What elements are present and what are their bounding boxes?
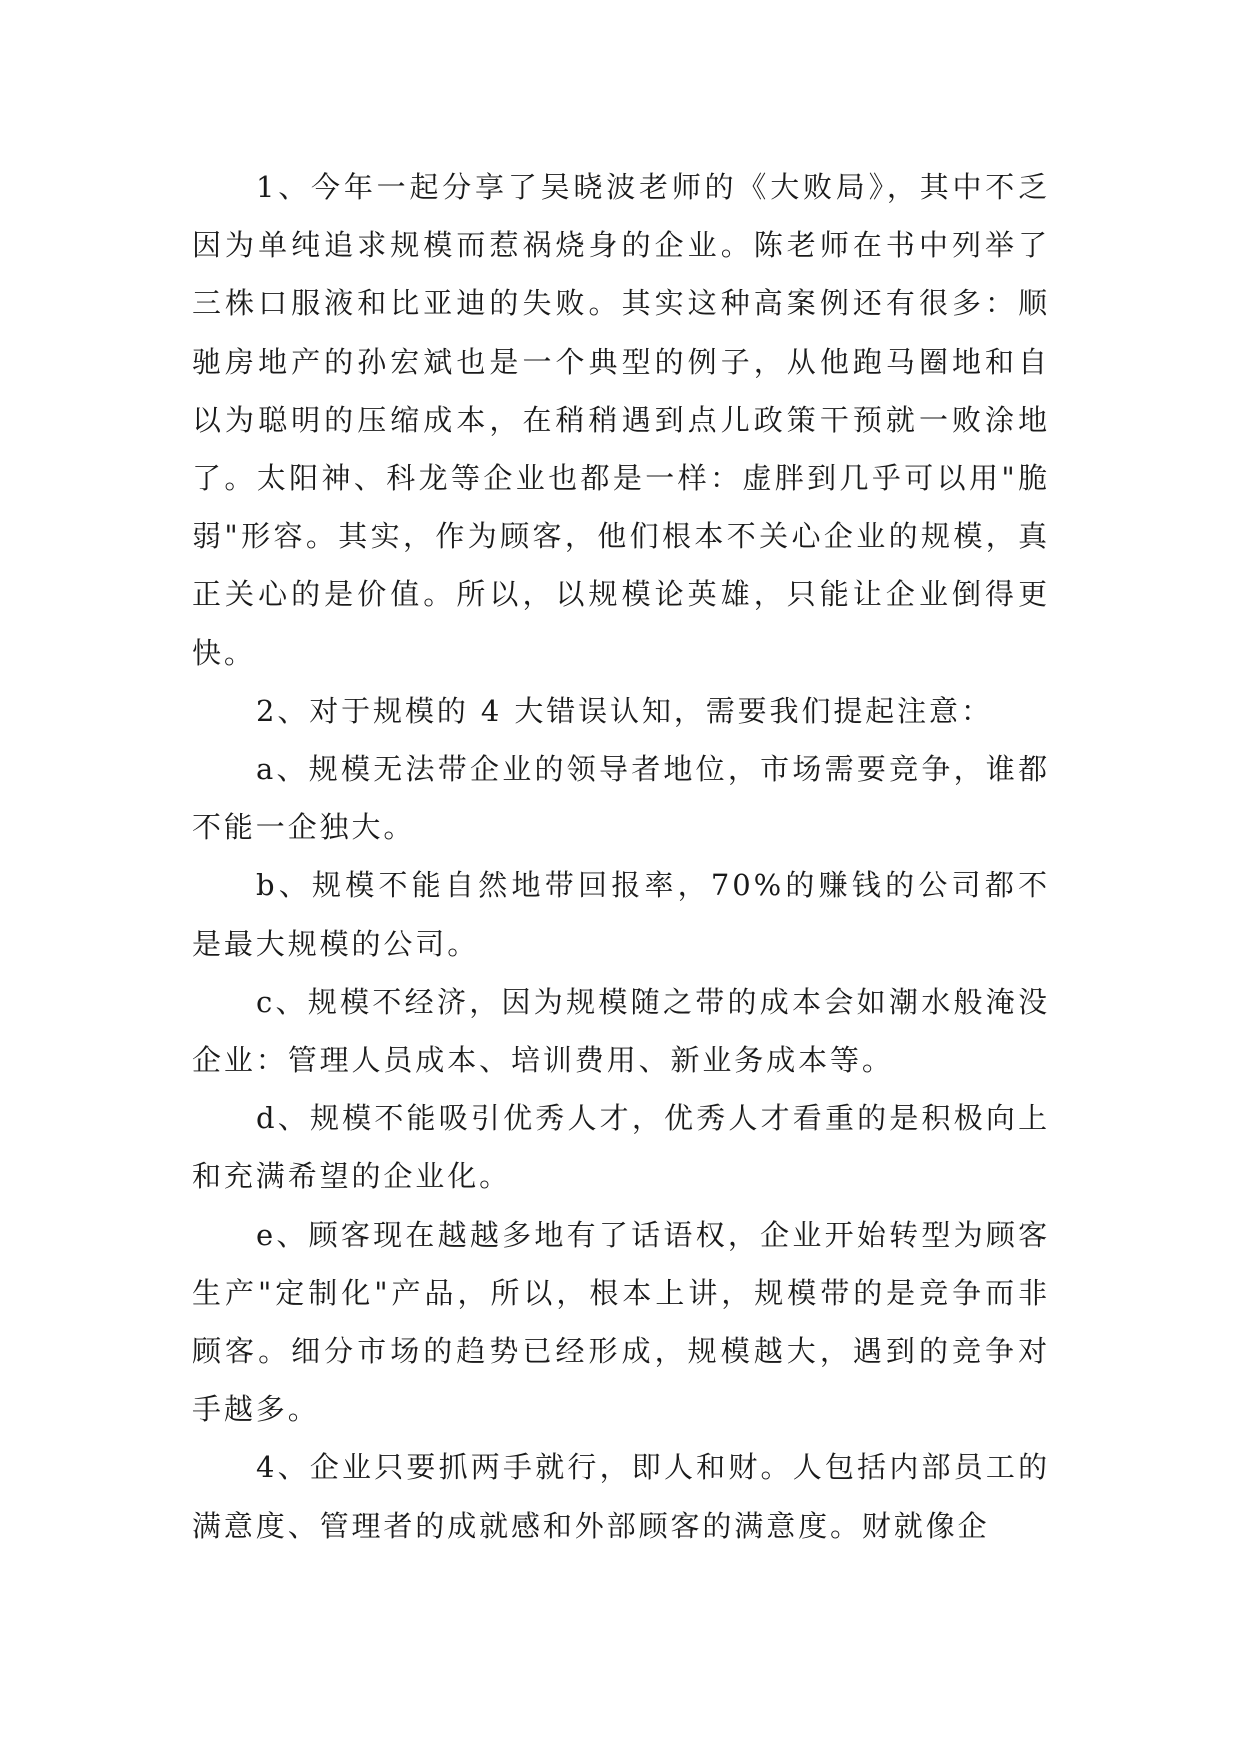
- document-body: [192, 158, 1050, 1555]
- paragraph-c: c、规模不经济，因为规模随之带的成本会如潮水般淹没企业：管理人员成本、培训费用、新业务成本等。: [192, 984, 1050, 1078]
- paragraph-a: a、规模无法带企业的领导者地位，市场需要竞争，谁都不能一企独大。: [192, 752, 1050, 845]
- paragraph-e: e、顾客现在越越多地有了话语权，企业开始转型为顾客生产"定制化"产品，所以，根本上讲，规模带的是竞争而非顾客。细分市场的趋势已经形成，规模越大，遇到的竞争对手越多。: [192, 1217, 1050, 1427]
- paragraph-d: d、规模不能吸引优秀人才，优秀人才看重的是积极向上和充满希望的企业化。: [192, 1101, 1050, 1194]
- paragraph-4: 4、企业只要抓两手就行，即人和财。人包括内部员工的满意度、管理者的成就感和外部顾客的满意度。财就像企: [192, 1450, 1050, 1543]
- paragraph-b: b、规模不能自然地带回报率，70%的赚钱的公司都不是最大规模的公司。: [192, 868, 1050, 961]
- paragraph-2: 2、对于规模的 4 大错误认知，需要我们提起注意：: [256, 693, 993, 728]
- paragraph-1: 1、今年一起分享了吴晓波老师的《大败局》，其中不乏因为单纯追求规模而惹祸烧身的企业。陈老师在书中列举了三株口服液和比亚迪的失败。其实这种高案例还有很多：顺驰房地产的孙宏斌也是一个典型的例子，从他跑马圈地和自以为聪明的压缩成本，在稍稍遇到点儿政策干预就一败涂地了。太阳神、科龙等企业也都是一样：虚胖到几乎可以用"脆弱"形容。其实，作为顾客，他们根本不关心企业的规模，真正关心的是价值。所以，以规模论英雄，只能让企业倒得更快。: [192, 170, 1050, 670]
